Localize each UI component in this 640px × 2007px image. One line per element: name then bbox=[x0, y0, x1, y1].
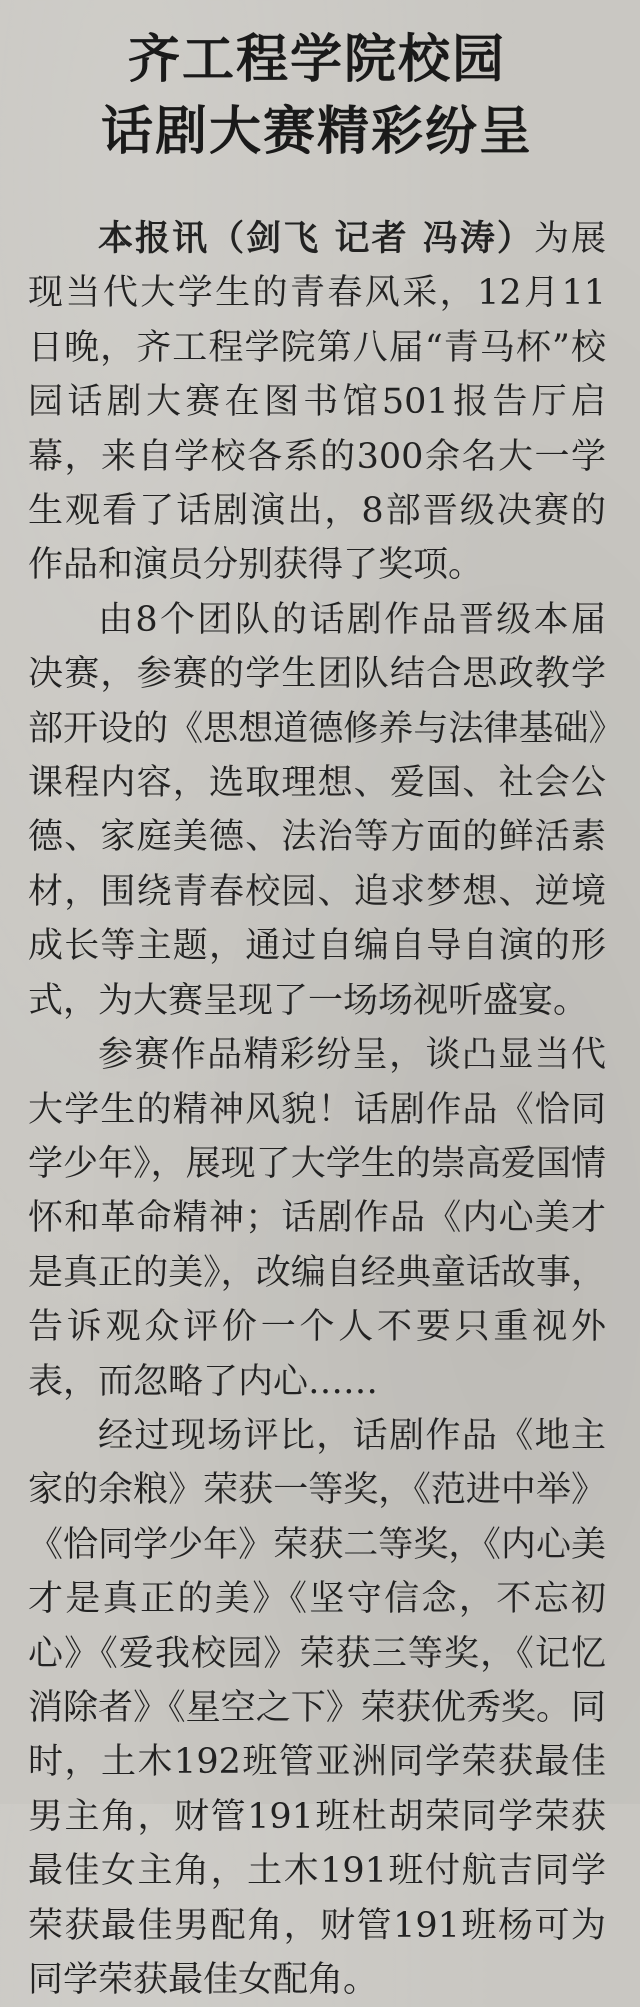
article-body bbox=[28, 212, 606, 2007]
headline-line-1: 齐工程学院校园 bbox=[127, 30, 506, 90]
article-paragraph-2: 由8个团队的话剧作品晋级本届决赛，参赛的学生团队结合思政教学部开设的《思想道德修养与法律基础》课程内容，选取理想、爱国、社会公德、家庭美德、法治等方面的鲜活素材，围绕青春校园、追求梦想、逆境成长等主题，通过自编自导自演的形式，为大赛呈现了一场场视听盛宴。 bbox=[28, 599, 606, 1021]
article-headline bbox=[28, 24, 606, 168]
article-paragraph-4: 经过现场评比，话剧作品《地主家的余粮》荣获一等奖，《范进中举》《恰同学少年》荣获二等奖，《内心美才是真正的美》《坚守信念，不忘初心》《爱我校园》荣获三等奖，《记忆消除者》《星空之下》荣获优秀奖。同时，土木192班管亚洲同学荣获最佳男主角，财管191班杜胡荣同学荣获最佳女主角，土木191班付航吉同学荣获最佳男配角，财管191班杨可为同学荣获最佳女配角。 bbox=[28, 1415, 606, 2000]
article-lead-in: 本报讯（剑飞 记者 冯涛） bbox=[98, 219, 534, 259]
paragraph-1-text: 为展现当代大学生的青春风采，12月11日晚，齐工程学院第八届“青马杯”校园话剧大赛在图书馆501报告厅启幕，来自学校各系的300余名大一学生观看了话剧演出，8部晋级决赛的作品和演员分别获得了奖项。 bbox=[28, 219, 606, 586]
headline-line-2: 话剧大赛精彩纷呈 bbox=[100, 102, 533, 162]
article-paragraph-1 bbox=[28, 212, 606, 593]
article-paragraph-3: 参赛作品精彩纷呈，谈凸显当代大学生的精神风貌！话剧作品《恰同学少年》，展现了大学生的崇高爱国情怀和革命精神；话剧作品《内心美才是真正的美》，改编自经典童话故事，告诉观众评价一个人不要只重视外表，而忽略了内心…… bbox=[28, 1035, 606, 1402]
